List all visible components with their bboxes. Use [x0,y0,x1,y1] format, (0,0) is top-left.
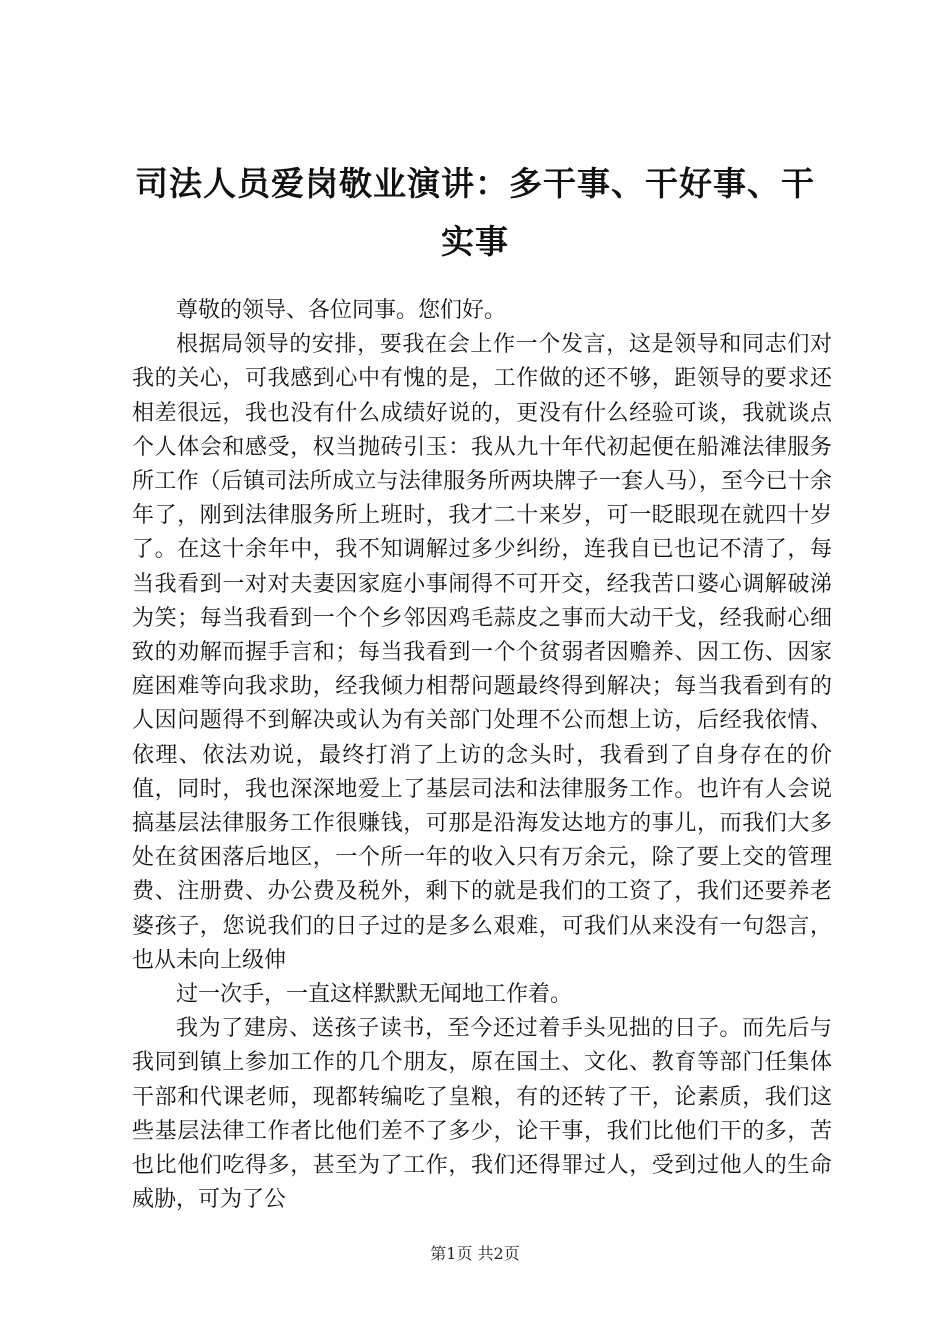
paragraph-continuation: 过一次手，一直这样默默无闻地工作着。 [176,982,573,1008]
paragraph-greeting: 尊敬的领导、各位同事。您们好。 [176,298,507,323]
document-title [110,155,840,271]
paragraph-main: 根据局领导的安排，要我在会上作一个发言，这是领导和同志们对我的关心，可我感到心中有愧的是，工作做的还不够，距领导的要求还相差很远，我也没有什么成绩好说的，更没有什么经验可谈，我就谈点个人体会和感受，权当抛砖引玉：我从九十年代初起便在船滩法律服务所工作（后镇司法所成立与法律服务所两块牌子一套人马），至今已十余年了，刚到法律服务所上班时，我才二十来岁，可一眨眼现在就四十岁了。在这十余年中，我不知调解过多少纠纷，连我自已也记不清了，每当我看到一对对夫妻因家庭小事闹得不可开交，经我苦口婆心调解破涕为笑；每当我看到一个个乡邻因鸡毛蒜皮之事而大动干戈，经我耐心细致的劝解而握手言和；每当我看到一个个贫弱者因赡养、因工伤、因家庭困难等向我求助，经我倾力相帮问题最终得到解决；每当我看到有的人因问题得不到解决或认为有关部门处理不公而想上访，后经我依情、依理、依法劝说，最终打消了上访的念头时，我看到了自身存在的价值，同时，我也深深地爱上了基层司法和法律服务工作。也许有人会说搞基层法律服务工作很赚钱，可那是沿海发达地方的事儿，而我们大多处在贫困落后地区，一个所一年的收入只有万余元，除了要上交的管理费、注册费、办公费及税外，剩下的就是我们的工资了，我们还要养老婆孩子，您说我们的日子过的是多么艰难，可我们从来没有一句怨言，也从未向上级伸 [132,332,832,973]
document-body [132,294,832,1217]
page-footer: 第1页 共2页 [430,1244,520,1263]
title-line-2: 实事 [441,222,509,261]
title-line-1: 司法人员爱岗敬业演讲：多干事、干好事、干 [135,164,815,203]
paragraph-closing: 我为了建房、送孩子读书，至今还过着手头见拙的日子。而先后与我同到镇上参加工作的几个朋友，原在国土、文化、教育等部门任集体干部和代课老师，现都转编吃了皇粮，有的还转了干，论素质，我们这些基层法律工作者比他们差不了多少，论干事，我们比他们干的多，苦也比他们吃得多，甚至为了工作，我们还得罪过人，受到过他人的生命威胁，可为了公 [132,1016,832,1213]
